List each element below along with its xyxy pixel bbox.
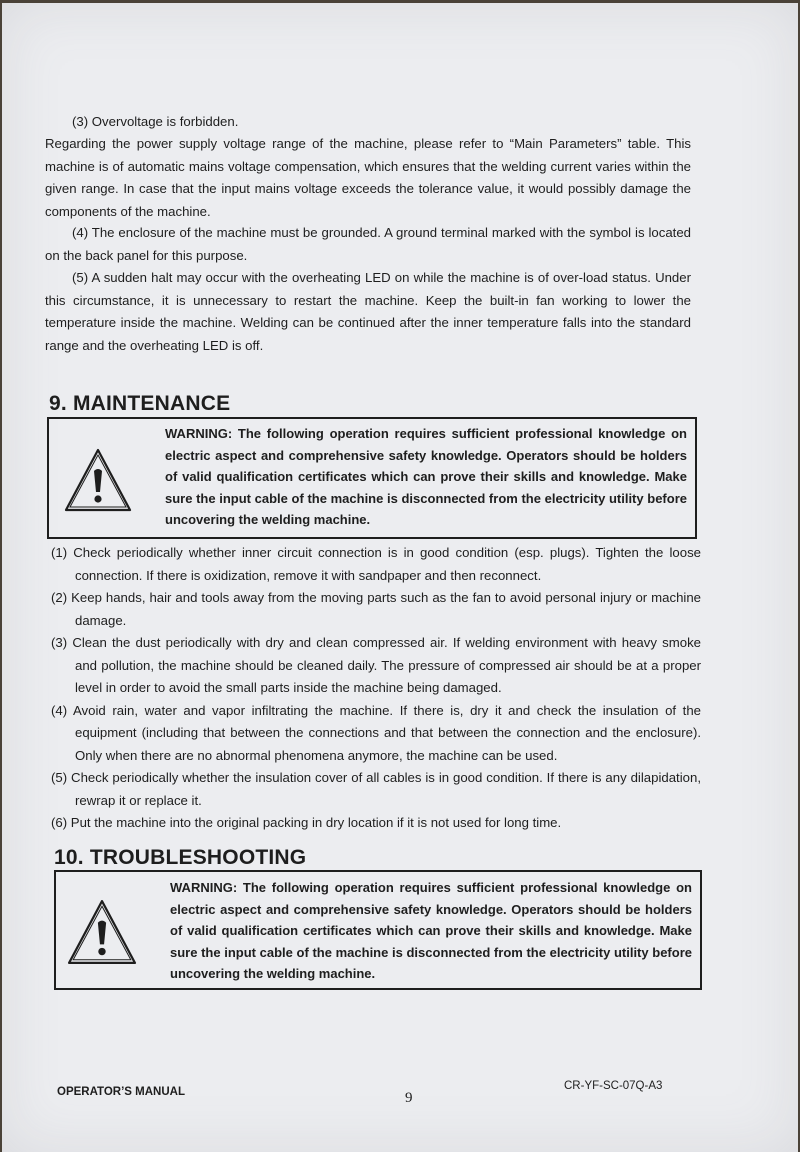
warning-triangle-icon (66, 898, 138, 966)
list-item: (2) Keep hands, hair and tools away from the moving parts such as the fan to avoid personal injury or machine damage. (51, 590, 701, 628)
maintenance-heading: 9. MAINTENANCE (49, 392, 231, 415)
item-overvoltage-title: (3) Overvoltage is forbidden. (72, 114, 239, 129)
document-code: CR-YF-SC-07Q-A3 (564, 1080, 663, 1092)
item-grounding: (4) The enclosure of the machine must be grounded. A ground terminal marked with the symbol is located on the back panel for this purpose. (45, 225, 691, 263)
list-item: (3) Clean the dust periodically with dry and clean compressed air. If welding environment with heavy smoke and pollution, the machine should be cleaned daily. The pressure of compressed air should be at a proper level in order to avoid the small parts inside the machine being damaged. (51, 635, 701, 695)
maintenance-warning-text: WARNING: The following operation requires sufficient professional knowledge on electric aspect and comprehensive safety knowledge. Operators should be holders of valid qualification certificates which can prove their skills and knowledge. Make sure the input cable of the machine is disconnected from the electricity utility before uncovering the welding machine. (165, 426, 687, 527)
footer-manual-title: OPERATOR’S MANUAL (57, 1086, 185, 1098)
list-item: (1) Check periodically whether inner circuit connection is in good condition (esp. plugs). Tighten the loose connection. If there is oxidization, remove it with sandpaper and then reconnect. (51, 545, 701, 583)
troubleshooting-warning-text: WARNING: The following operation requires sufficient professional knowledge on electric aspect and comprehensive safety knowledge. Operators should be holders of valid qualification certificates which can prove their skills and knowledge. Make sure the input cable of the machine is disconnected from the electricity utility before uncovering the welding machine. (170, 880, 692, 981)
maintenance-warning-box (47, 417, 697, 539)
item-overheating: (5) A sudden halt may occur with the overheating LED on while the machine is of over-load status. Under this circumstance, it is unnecessary to restart the machine. Keep the built-in fan working to lower the temperature inside the machine. Welding can be continued after the inner temperature falls into the standard range and the overheating LED is off. (45, 270, 691, 353)
item-overvoltage-body: Regarding the power supply voltage range of the machine, please refer to “Main Parameters” table. This machine is of automatic mains voltage compensation, which ensures that the welding current varies within the given range. In case that the input mains voltage exceeds the tolerance value, it would possibly damage the components of the machine. (45, 136, 691, 219)
list-item: (5) Check periodically whether the insulation cover of all cables is in good condition. If there is any dilapidation, rewrap it or replace it. (51, 770, 701, 808)
page-number: 9 (405, 1090, 413, 1106)
maintenance-list (51, 542, 701, 835)
manual-page (2, 3, 798, 1152)
troubleshooting-heading: 10. TROUBLESHOOTING (54, 846, 307, 869)
list-item: (6) Put the machine into the original packing in dry location if it is not used for long time. (51, 815, 562, 830)
warning-triangle-icon (63, 447, 133, 513)
troubleshooting-warning-box (54, 870, 702, 990)
list-item: (4) Avoid rain, water and vapor infiltrating the machine. If there is, dry it and check the insulation of the equipment (including that between the connections and that between the connection and the enclosure). Only when there are no abnormal phenomena anymore, the machine can be used. (51, 702, 701, 763)
